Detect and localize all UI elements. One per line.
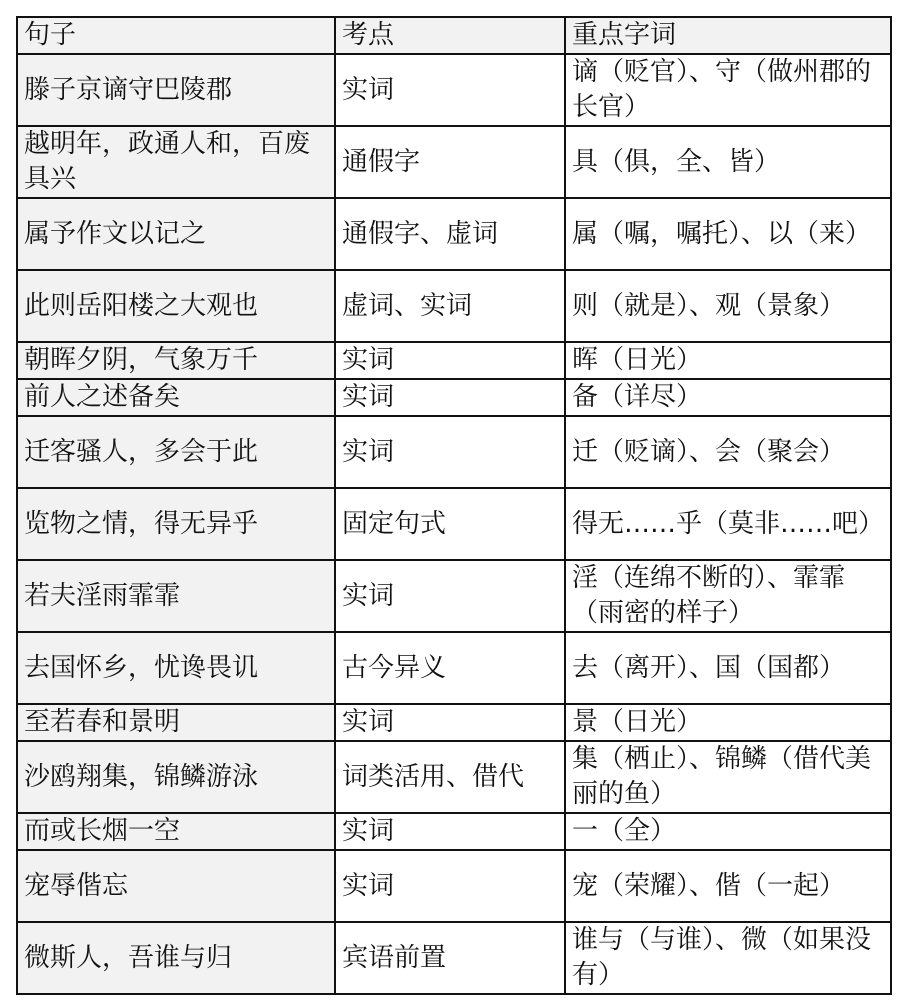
point-cell: 实词 xyxy=(335,704,565,741)
table-row xyxy=(17,922,891,994)
table-row xyxy=(17,704,891,741)
point-cell: 通假字、虚词 xyxy=(335,198,565,270)
point-cell: 实词 xyxy=(335,813,565,850)
words-cell: 集（栖止）、锦鳞（借代美丽的鱼） xyxy=(565,741,891,813)
header-sentence: 句子 xyxy=(17,17,335,54)
sentence-cell: 去国怀乡，忧谗畏讥 xyxy=(17,632,335,704)
sentence-cell: 滕子京谪守巴陵郡 xyxy=(17,54,335,126)
sentence-cell: 而或长烟一空 xyxy=(17,813,335,850)
words-cell: 一（全） xyxy=(565,813,891,850)
sentence-cell: 属予作文以记之 xyxy=(17,198,335,270)
point-cell: 古今异义 xyxy=(335,632,565,704)
table-row xyxy=(17,198,891,270)
words-cell: 去（离开）、国（国都） xyxy=(565,632,891,704)
words-cell: 迁（贬谪）、会（聚会） xyxy=(565,416,891,488)
words-cell: 谪（贬官）、守（做州郡的长官） xyxy=(565,54,891,126)
point-cell: 实词 xyxy=(335,379,565,416)
words-cell: 得无……乎（莫非……吧） xyxy=(565,488,891,560)
point-cell: 实词 xyxy=(335,850,565,922)
sentence-cell: 览物之情，得无异乎 xyxy=(17,488,335,560)
table-row xyxy=(17,850,891,922)
table-row xyxy=(17,342,891,379)
words-cell: 景（日光） xyxy=(565,704,891,741)
table-row xyxy=(17,126,891,198)
header-point: 考点 xyxy=(335,17,565,54)
point-cell: 实词 xyxy=(335,560,565,632)
sentence-cell: 沙鸥翔集，锦鳞游泳 xyxy=(17,741,335,813)
words-cell: 宠（荣耀）、偕（一起） xyxy=(565,850,891,922)
words-cell: 晖（日光） xyxy=(565,342,891,379)
sentence-cell: 迁客骚人，多会于此 xyxy=(17,416,335,488)
point-cell: 通假字 xyxy=(335,126,565,198)
table-row xyxy=(17,416,891,488)
table-row xyxy=(17,270,891,342)
point-cell: 宾语前置 xyxy=(335,922,565,994)
words-cell: 属（嘱，嘱托）、以（来） xyxy=(565,198,891,270)
words-cell: 备（详尽） xyxy=(565,379,891,416)
sentence-cell: 微斯人，吾谁与归 xyxy=(17,922,335,994)
table-row xyxy=(17,488,891,560)
sentence-cell: 此则岳阳楼之大观也 xyxy=(17,270,335,342)
table-row xyxy=(17,741,891,813)
table-header-row xyxy=(17,17,891,54)
table-row xyxy=(17,632,891,704)
table-row xyxy=(17,379,891,416)
words-cell: 谁与（与谁）、微（如果没有） xyxy=(565,922,891,994)
sentence-cell: 朝晖夕阴，气象万千 xyxy=(17,342,335,379)
point-cell: 实词 xyxy=(335,54,565,126)
table-row xyxy=(17,560,891,632)
table-row xyxy=(17,54,891,126)
sentence-cell: 越明年，政通人和，百废具兴 xyxy=(17,126,335,198)
point-cell: 词类活用、借代 xyxy=(335,741,565,813)
point-cell: 虚词、实词 xyxy=(335,270,565,342)
sentence-cell: 至若春和景明 xyxy=(17,704,335,741)
sentence-cell: 前人之述备矣 xyxy=(17,379,335,416)
point-cell: 固定句式 xyxy=(335,488,565,560)
point-cell: 实词 xyxy=(335,342,565,379)
point-cell: 实词 xyxy=(335,416,565,488)
sentence-cell: 宠辱偕忘 xyxy=(17,850,335,922)
table-row xyxy=(17,813,891,850)
header-words: 重点字词 xyxy=(565,17,891,54)
words-cell: 具（俱，全、皆） xyxy=(565,126,891,198)
words-cell: 淫（连绵不断的）、霏霏（雨密的样子） xyxy=(565,560,891,632)
sentence-cell: 若夫淫雨霏霏 xyxy=(17,560,335,632)
words-cell: 则（就是）、观（景象） xyxy=(565,270,891,342)
vocab-table xyxy=(16,16,892,995)
